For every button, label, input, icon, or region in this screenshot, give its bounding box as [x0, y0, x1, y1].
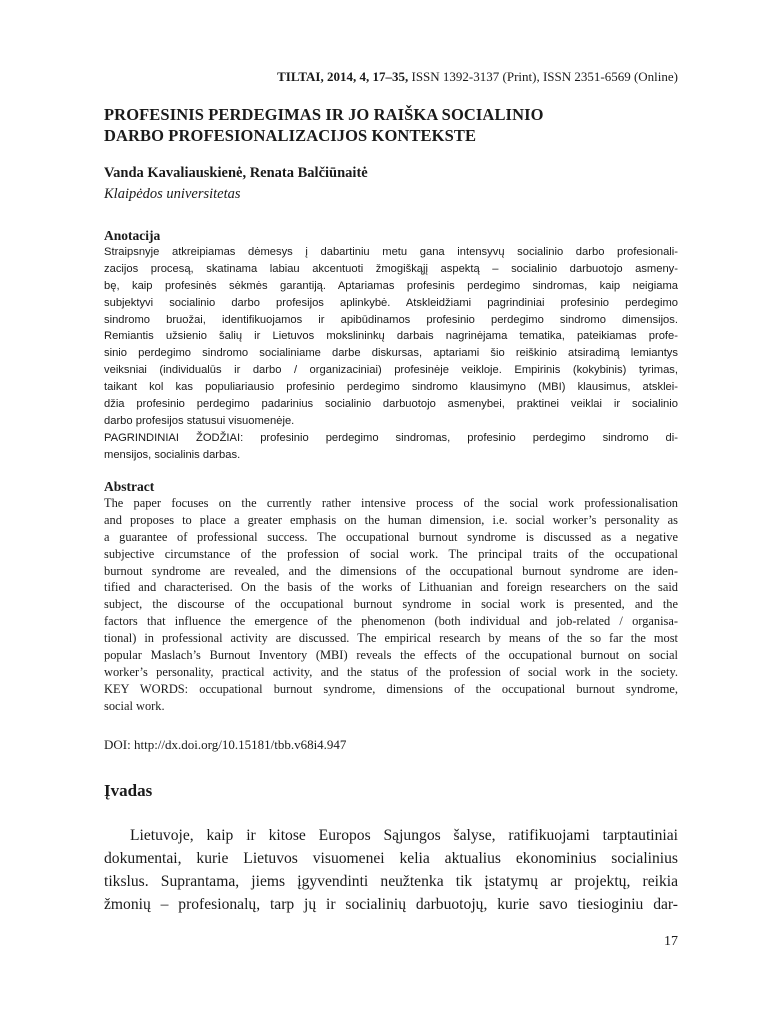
intro-line: žmonių – profesionalų, tarp jų ir socialinių darbuotojų, kurie savo tiesioginiu dar- [104, 896, 678, 913]
article-title-line-1: PROFESINIS PERDEGIMAS IR JO RAIŠKA SOCIALINIO [104, 105, 544, 124]
abstract-line: burnout syndrome are revealed, and the dimensions of the occupational burnout syndrome are iden- [104, 563, 678, 578]
anotacija-line: zacijos procesą, skatinama labiau akcentuoti žmogiškąjį aspektą – socialinio darbuotojo asmeny- [104, 262, 678, 275]
abstract-keywords-line: social work. [104, 698, 165, 713]
anotacija-line: bę, kaip profesinės sėkmės garantiją. Aptariamas profesinis perdegimo sindromas, kaip neigiama [104, 279, 678, 292]
anotacija-body [104, 244, 678, 464]
anotacija-line: džia profesinio perdegimo padarinius socialinio darbuotojo asmenybei, praktinei veiklai ir socialinio [104, 398, 678, 411]
abstract-line: popular Maslach’s Burnout Inventory (MBI) reveals the effects of the occupational burnout on social [104, 648, 678, 663]
abstract-line: worker’s personality, practical activity, and the status of the profession of social work in the society. [104, 664, 678, 679]
anotacija-heading: Anotacija [104, 228, 161, 243]
anotacija-line: Remiantis užsienio šalių ir Lietuvos mokslininkų darbais nagrinėjama tematika, pateikiamas profe- [104, 330, 678, 343]
anotacija-line: sindromo bruožai, identifikuojamos ir apibūdinamos profesinio perdegimo sindromo dimensijos. [104, 313, 678, 326]
anotacija-line: sinio perdegimo sindromo socialiniame darbe diskursas, aptariami šio reiškinio atsiradimą lemiantys [104, 347, 678, 360]
abstract-line: and proposes to place a greater emphasis on the human dimension, i.e. social worker’s personality as [104, 512, 678, 527]
abstract-heading: Abstract [104, 479, 155, 494]
article-title-line-2: DARBO PROFESIONALIZACIJOS KONTEKSTE [104, 126, 477, 145]
abstract-body [104, 495, 678, 715]
anotacija-keywords-line: mensijos, socialinis darbas. [104, 448, 241, 461]
anotacija-line: veiksniai (individualūs ir darbo / organizaciniai) profesinėje veikloje. Empirinis (kokybinis) tyrimas, [104, 364, 678, 377]
abstract-line: subjective circumstance of the profession of social work. The principal traits of the occupational [104, 546, 678, 561]
intro-line: tikslus. Suprantama, jiems įgyvendinti neužtenka tik įstatymų ar projektų, reikia [104, 873, 678, 890]
abstract-line: a guarantee of professional success. The occupational burnout syndrome is discussed as a negative [104, 529, 678, 544]
anotacija-line: darbo profesijos statusui visuomenėje. [104, 414, 295, 427]
article-title [104, 104, 678, 146]
anotacija-keywords-line: PAGRINDINIAI ŽODŽIAI: profesinio perdegimo sindromas, profesinio perdegimo sindromo di- [104, 431, 678, 444]
intro-line: Lietuvoje, kaip ir kitose Europos Sąjungos šalyse, ratifikuojami tarptautiniai [130, 827, 678, 844]
section-heading-ivadas: Įvadas [104, 781, 153, 800]
anotacija-line: subjektyvi socialinio darbo profesijos aplinkybė. Atskleidžiami pagrindiniai profesinio perdegimo [104, 296, 678, 309]
intro-line: dokumentai, kurie Lietuvos visuomenei kelia aktualius ekonominius socialinius [104, 850, 678, 867]
anotacija-line: taikant kol kas populiariausio profesinio perdegimo sindromo klausimyno (MBI) klausimus, atsklei- [104, 381, 678, 394]
page-number: 17 [664, 934, 678, 949]
doi-link[interactable]: DOI: http://dx.doi.org/10.15181/tbb.v68i4.947 [104, 737, 347, 752]
abstract-line: The paper focuses on the currently rather intensive process of the social work professionalisation [104, 496, 678, 510]
journal-citation [277, 69, 678, 85]
journal-citation-issn: ISSN 1392-3137 (Print), ISSN 2351-6569 (Online) [408, 69, 678, 84]
abstract-line: tified and characterised. On the basis of the works of Lithuanian and foreign researchers on the said [104, 580, 678, 595]
abstract-line: factors that influence the emergence of the phenomenon (both individual and job-related / organisa- [104, 614, 678, 629]
journal-citation-bold: TILTAI, 2014, 4, 17–35, [277, 69, 409, 84]
abstract-line: subject, the discourse of the occupational burnout syndrome in social work is presented, and the [104, 597, 678, 612]
authors: Vanda Kavaliauskienė, Renata Balčiūnaitė [104, 165, 368, 181]
abstract-line: tional) in professional activity are discussed. The empirical research by means of the so far the most [104, 631, 678, 646]
abstract-keywords-line: KEY WORDS: occupational burnout syndrome, dimensions of the occupational burnout syndrome, [104, 681, 678, 696]
intro-paragraph [104, 824, 678, 916]
affiliation: Klaipėdos universitetas [104, 186, 241, 202]
paper-page [104, 0, 678, 1024]
anotacija-line: Straipsnyje atkreipiamas dėmesys į dabartiniu metu gana intensyvų socialinio darbo profesionali- [104, 246, 678, 258]
